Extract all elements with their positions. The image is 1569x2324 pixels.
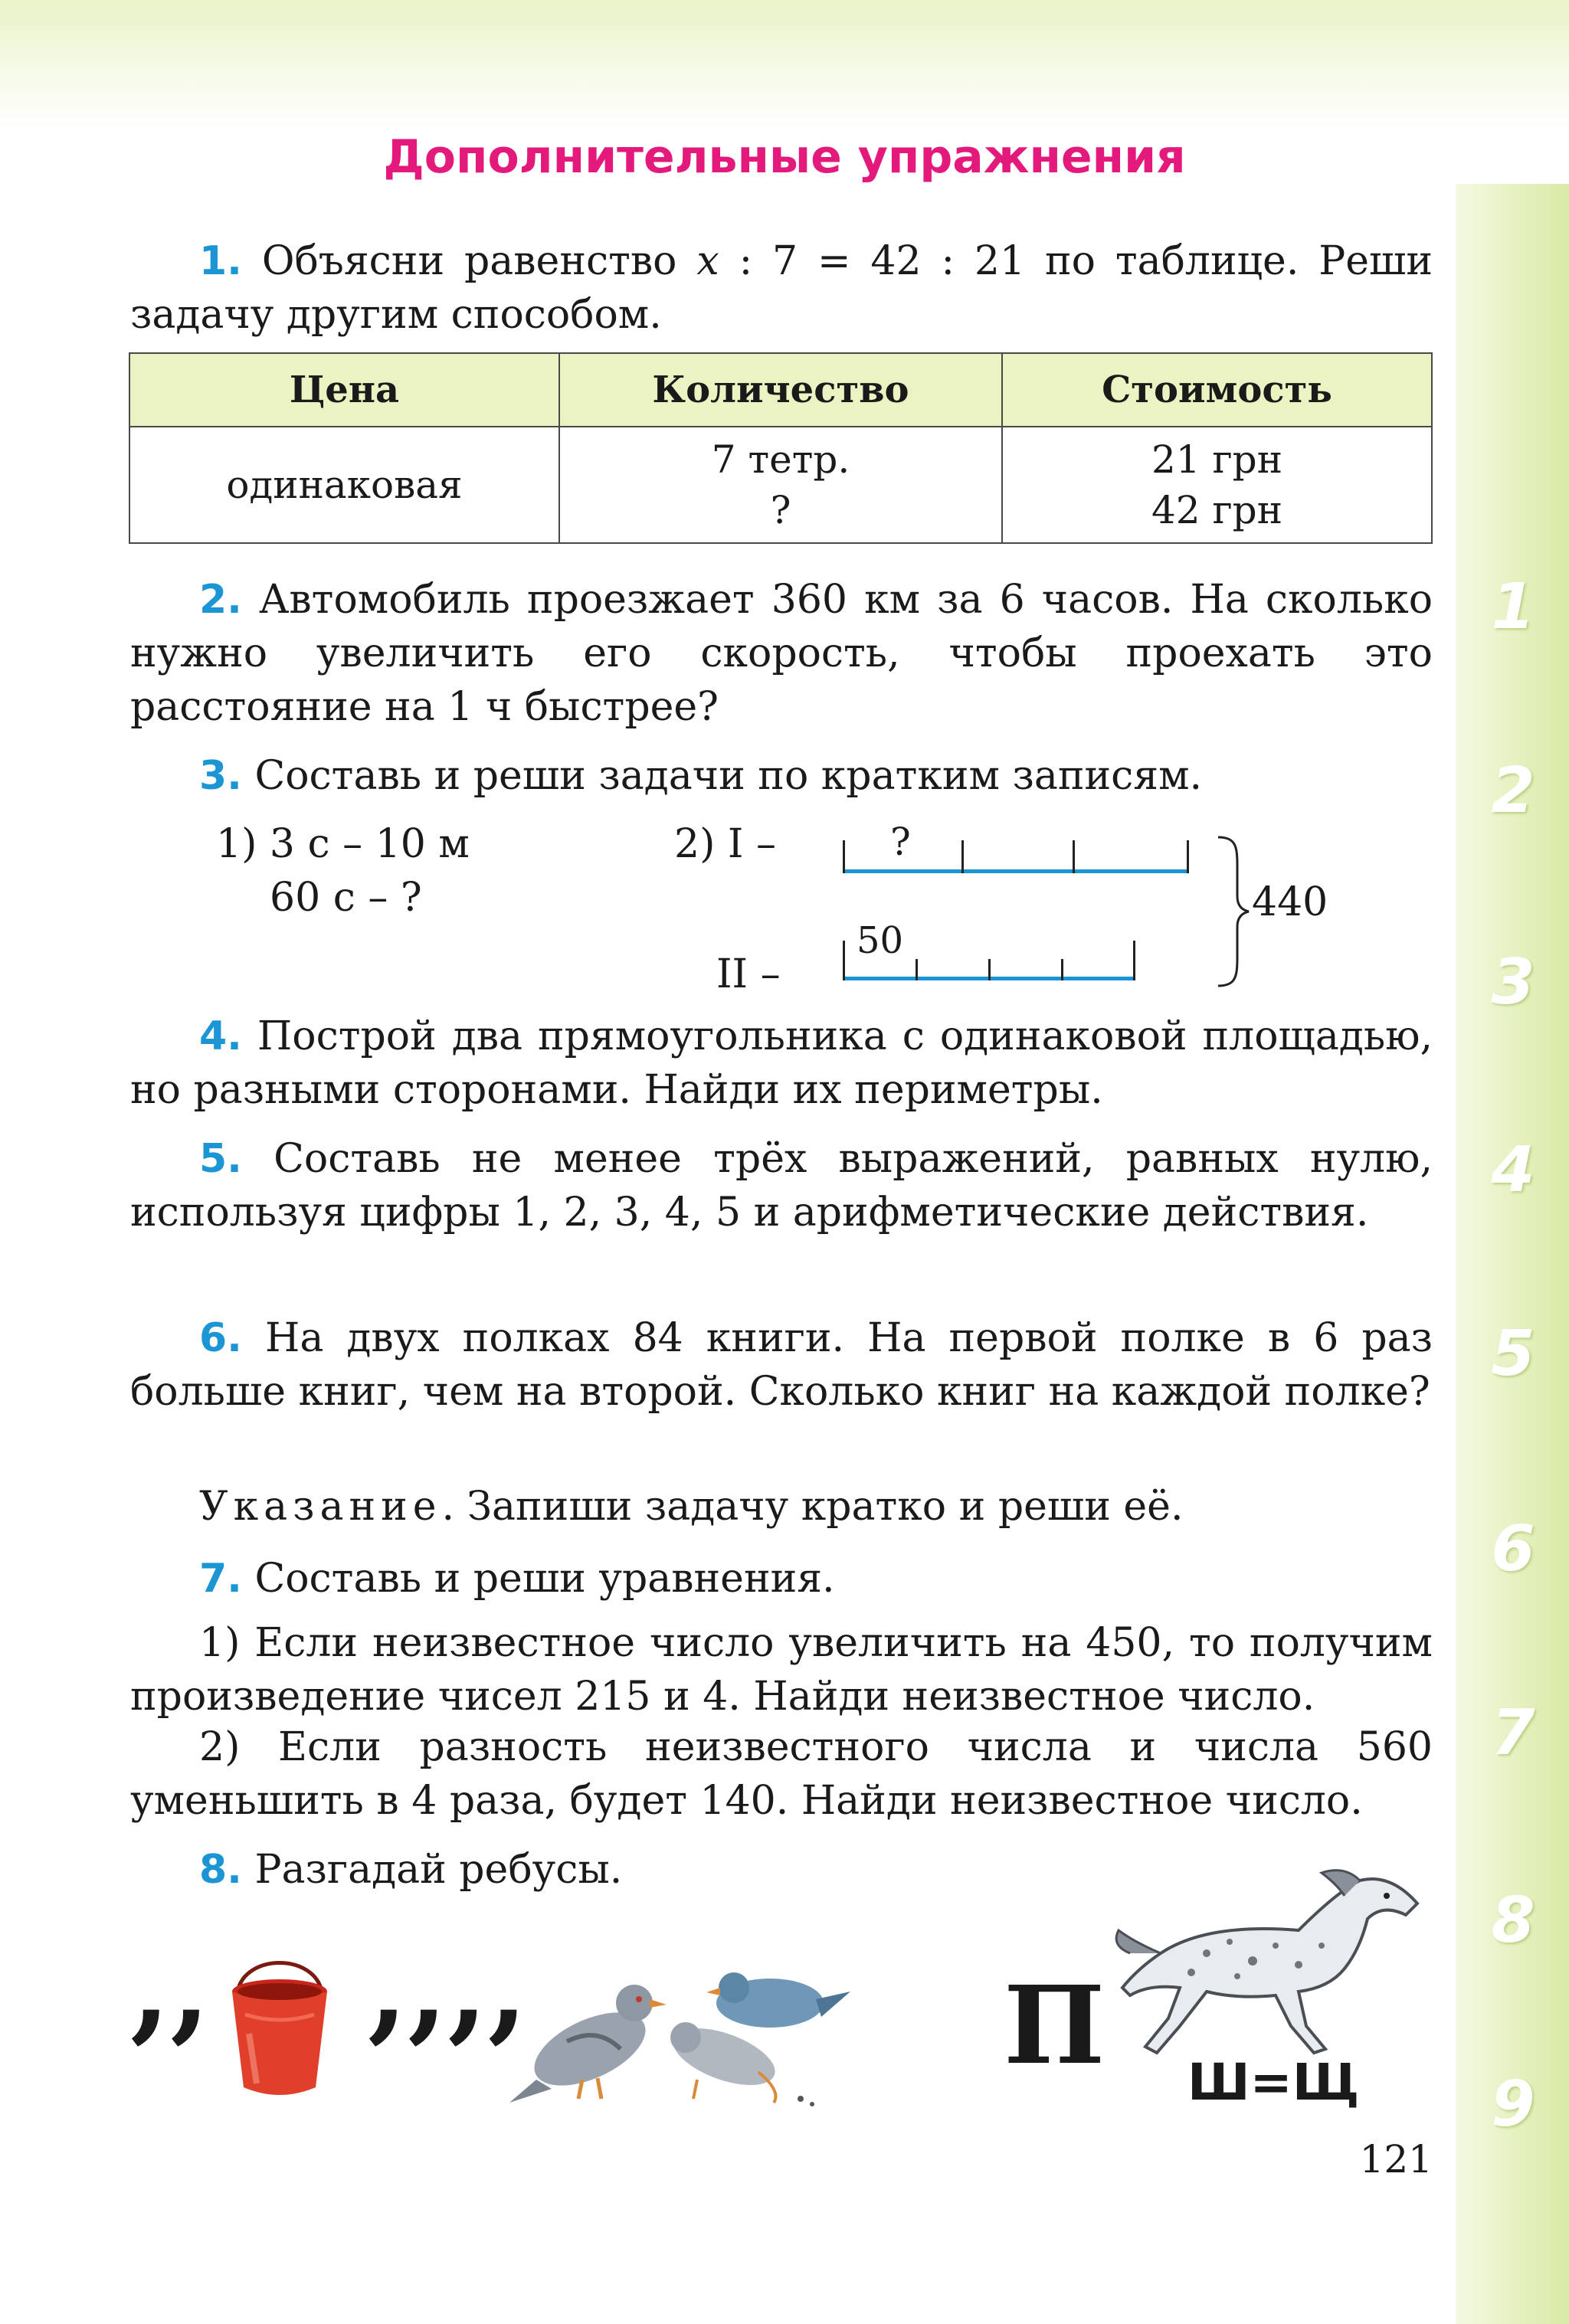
rebus-commas-left: ,, [130, 1920, 211, 2055]
chapter-tab-3[interactable]: 3 [1491, 946, 1535, 1019]
exercise-8-text: Разгадай ребусы. [241, 1847, 623, 1893]
segment-2-tick [988, 959, 991, 980]
exercise-6-text: На двух полках 84 книги. На первой полке в 6 раз больше книг, чем на второй. Сколько книг на каждой полке? [130, 1315, 1433, 1415]
exercise-7-number: 7. [199, 1556, 242, 1602]
bucket-icon [215, 1961, 345, 2106]
segment-2-tick [1061, 959, 1063, 980]
brace-icon [1214, 835, 1253, 988]
segment-2-tick [843, 941, 845, 980]
segment-1-question: ? [890, 820, 911, 864]
record-1-line-2: 60 с – ? [270, 875, 422, 921]
chapter-tab-7[interactable]: 7 [1491, 1697, 1535, 1769]
chapter-tab-6[interactable]: 6 [1491, 1513, 1535, 1586]
cell-quantity-1: 7 тетр. [711, 437, 850, 482]
exercise-6-number: 6. [199, 1315, 242, 1361]
exercise-4-number: 4. [199, 1013, 242, 1059]
chapter-tab-2[interactable]: 2 [1491, 754, 1535, 827]
exercise-1-text-b: : 7 = 42 : 21 по таблице. Реши задачу другим способом. [130, 238, 1433, 338]
exercise-1-variable: x [696, 238, 719, 284]
exercise-4-text: Построй два прямоугольника с одинаковой площадью, но разными сторонами. Найди их периметры. [130, 1013, 1433, 1113]
header-quantity: Количество [559, 353, 1002, 427]
header-cost: Стоимость [1002, 353, 1432, 427]
exercise-1-number: 1. [199, 238, 242, 284]
exercise-6-hint-label: Указание [199, 1484, 442, 1530]
exercise-5-text: Составь не менее трёх выражений, равных нулю, используя цифры 1, 2, 3, 4, 5 и арифметические действия. [130, 1136, 1433, 1236]
exercise-6-hint [130, 1480, 1433, 1534]
segment-2-tick [916, 959, 918, 980]
segment-2-value: 50 [857, 919, 904, 962]
record-2-label-2: II – [716, 951, 781, 997]
segment-2-tick [1133, 941, 1135, 980]
table-header-row [129, 353, 1432, 427]
rebus-equation: Ш=Щ [1187, 2053, 1360, 2112]
cell-quantity-2: ? [770, 488, 791, 532]
exercise-5-number: 5. [199, 1136, 242, 1182]
exercise-6 [130, 1311, 1433, 1419]
segment-1-tick [961, 840, 964, 873]
header-price: Цена [129, 353, 559, 427]
page-title: Дополнительные упражнения [383, 130, 1186, 184]
exercise-2-number: 2. [199, 577, 242, 623]
rebus-letter: П [1004, 1963, 1106, 2089]
chapter-tab-5[interactable]: 5 [1491, 1317, 1535, 1390]
segment-total: 440 [1252, 879, 1328, 925]
exercise-7 [130, 1552, 1433, 1606]
chapter-side-tab [1456, 184, 1569, 2324]
cell-cost-1: 21 грн [1151, 437, 1283, 482]
exercise-4 [130, 1010, 1433, 1117]
chapter-tab-4[interactable]: 4 [1491, 1134, 1535, 1206]
chapter-tab-8[interactable]: 8 [1491, 1884, 1535, 1957]
exercise-3 [130, 749, 1433, 803]
exercise-3-number: 3. [199, 753, 242, 799]
exercise-7-item-2: 2) Если разность неизвестного числа и числа 560 уменьшить в 4 раза, будет 140. Найди неизвестное число. [130, 1724, 1433, 1824]
exercise-2-text: Автомобиль проезжает 360 км за 6 часов. На сколько нужно увеличить его скорость, чтобы проехать это расстояние на 1 ч быстрее? [130, 577, 1433, 730]
exercise-7-item-1: 1) Если неизвестное число увеличить на 450, то получим произведение чисел 215 и 4. Найди неизвестное число. [130, 1620, 1433, 1720]
chapter-tab-9[interactable]: 9 [1491, 2068, 1535, 2141]
record-2-label-1: 2) I – [674, 821, 776, 867]
exercise-6-hint-text: . Запиши задачу кратко и реши её. [441, 1484, 1184, 1530]
exercise-2 [130, 573, 1433, 734]
cell-price: одинаковая [129, 427, 559, 543]
exercise-5 [130, 1132, 1433, 1239]
segment-1-tick [1073, 840, 1075, 873]
segment-1-tick [1187, 840, 1189, 873]
segment-1-line [843, 869, 1189, 873]
chapter-tab-1[interactable]: 1 [1491, 571, 1535, 643]
exercise-1 [130, 234, 1433, 342]
exercise-3-text: Составь и реши задачи по кратким записям. [241, 753, 1203, 799]
cell-quantity [559, 427, 1002, 543]
price-quantity-cost-table [129, 352, 1433, 544]
page-number: 121 [1359, 2137, 1433, 2182]
rebus-commas-right: ,,,, [368, 1920, 528, 2055]
cell-cost [1002, 427, 1432, 543]
record-1-line-1: 1) 3 с – 10 м [216, 821, 470, 867]
table-row [129, 427, 1432, 543]
cell-cost-2: 42 грн [1151, 488, 1283, 532]
exercise-7-text: Составь и реши уравнения. [241, 1556, 835, 1602]
exercise-8-number: 8. [199, 1847, 242, 1893]
top-background-band [0, 0, 1569, 130]
exercise-1-text-a: Объясни равенство [241, 238, 697, 284]
horse-icon [1115, 1861, 1436, 2068]
pigeons-icon [506, 1957, 858, 2110]
segment-1-tick [843, 840, 845, 873]
